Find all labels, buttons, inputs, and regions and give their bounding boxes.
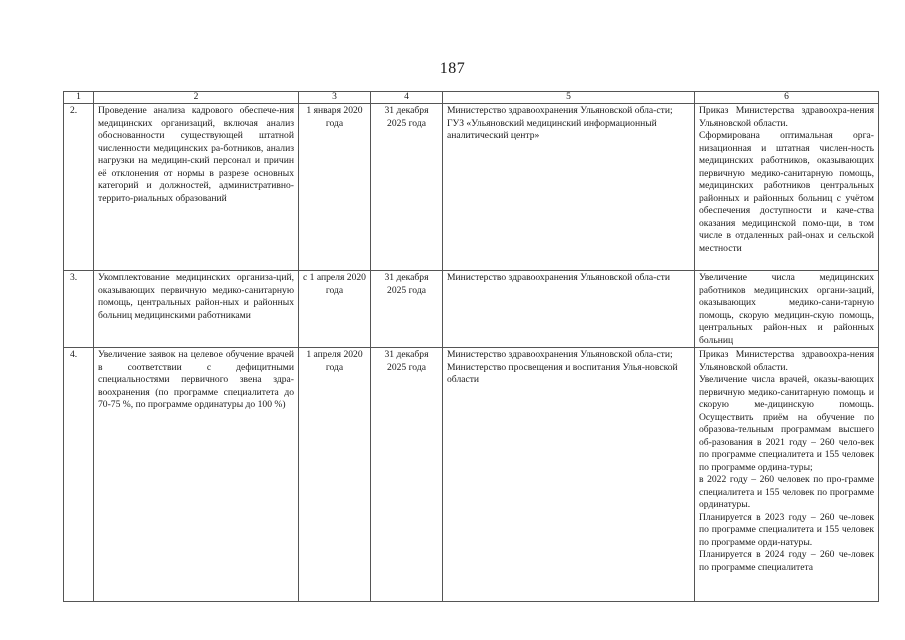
executors-cell [443, 104, 695, 271]
start-date: 1 апреля 2020 года [299, 348, 371, 602]
header-cell: 6 [695, 92, 879, 104]
end-date: 31 декабря 2025 года [371, 348, 443, 602]
executors-cell [443, 348, 695, 602]
result-text: Сформирована оптимальная орга-низационная и штатная числен-ность медицинских работников, оказывающих первичную медико-санитарную помощь, медицинских работников центральных районных и районных больниц с учётом обеспечения доступности и каче-ства оказания медицинской помо-щи, в том числе в отдаленных рай-онах и сельской местности [699, 130, 874, 254]
table-header-row [64, 92, 879, 104]
row-number: 4. [64, 348, 94, 602]
row-number: 3. [64, 271, 94, 348]
result-text: Планируется в 2024 году – 260 че-ловек по программе специалитета [699, 549, 874, 573]
page-number: 187 [439, 60, 466, 77]
header-cell: 5 [443, 92, 695, 104]
measure-text: Увеличение заявок на целевое обучение врачей в соответствии с дефицитными специальностями первичного звена здра-воохранения (по программе специалитета до 70-75 %, по программе ординатуры до 100 %) [94, 348, 299, 602]
header-cell: 2 [94, 92, 299, 104]
result-text: Планируется в 2023 году – 260 че-ловек по программе специалитета и 155 человек по программе орди-натуры. [699, 511, 874, 548]
header-cell: 3 [299, 92, 371, 104]
end-date: 31 декабря 2025 года [371, 104, 443, 271]
result-text: Увеличение числа медицинских работников медицинских органи-заций, оказывающих медико-сани-тарную помощь, скорую медицин-скую помощь, центральных район-ных и районных больниц [699, 272, 874, 346]
result-cell [695, 104, 879, 271]
end-date: 31 декабря 2025 года [371, 271, 443, 348]
executor-text: Министерство здравоохранения Ульяновской обла-сти [447, 272, 670, 283]
table-row [64, 271, 879, 348]
result-cell [695, 271, 879, 348]
header-cell: 4 [371, 92, 443, 104]
start-date: 1 января 2020 года [299, 104, 371, 271]
row-number: 2. [64, 104, 94, 271]
executor-text: ГУЗ «Ульяновский медицинский информационный аналитический центр» [447, 117, 657, 141]
executor-text: Министерство здравоохранения Ульяновской обла-сти; [447, 105, 673, 116]
executor-text: Министерство здравоохранения Ульяновской обла-сти; [447, 349, 673, 360]
table-row [64, 104, 879, 271]
result-cell [695, 348, 879, 602]
header-cell: 1 [64, 92, 94, 104]
result-text: Приказ Министерства здравоохра-нения Ульяновской области. [699, 105, 874, 129]
result-text: в 2022 году – 260 человек по про-грамме специалитета и 155 человек по программе ординатуры. [699, 474, 874, 510]
executor-text: Министерство просвещения и воспитания Улья-новской области [447, 361, 678, 385]
executors-cell [443, 271, 695, 348]
table-row [64, 348, 879, 602]
measure-text: Укомплектование медицинских организа-ций, оказывающих первичную медико-санитарную помощь, центральных район-ных и районных больниц медицинскими работниками [94, 271, 299, 348]
start-date: с 1 апреля 2020 года [299, 271, 371, 348]
measure-text: Проведение анализа кадрового обеспече-ния медицинских организаций, включая анализ обоснованности существующей штатной численности медицинских ра-ботников, анализ нагрузки на медицин-ский персонал и причин её отклонения от нормы в разрезе основных категорий и должностей, административно-террито-риальных образований [94, 104, 299, 271]
measures-table [63, 91, 879, 602]
result-text: Увеличение числа врачей, оказы-вающих первичную медико-санитарную помощь и скорую ме-дицинскую помощь. Осуществить приём на обучение по образова-тельным программам высшего об-разования в 2021 году – 260 чело-век по программе специалитета и 155 человек по программе ордина-туры; [699, 374, 874, 473]
result-text: Приказ Министерства здравоохра-нения Ульяновской области. [699, 349, 874, 373]
